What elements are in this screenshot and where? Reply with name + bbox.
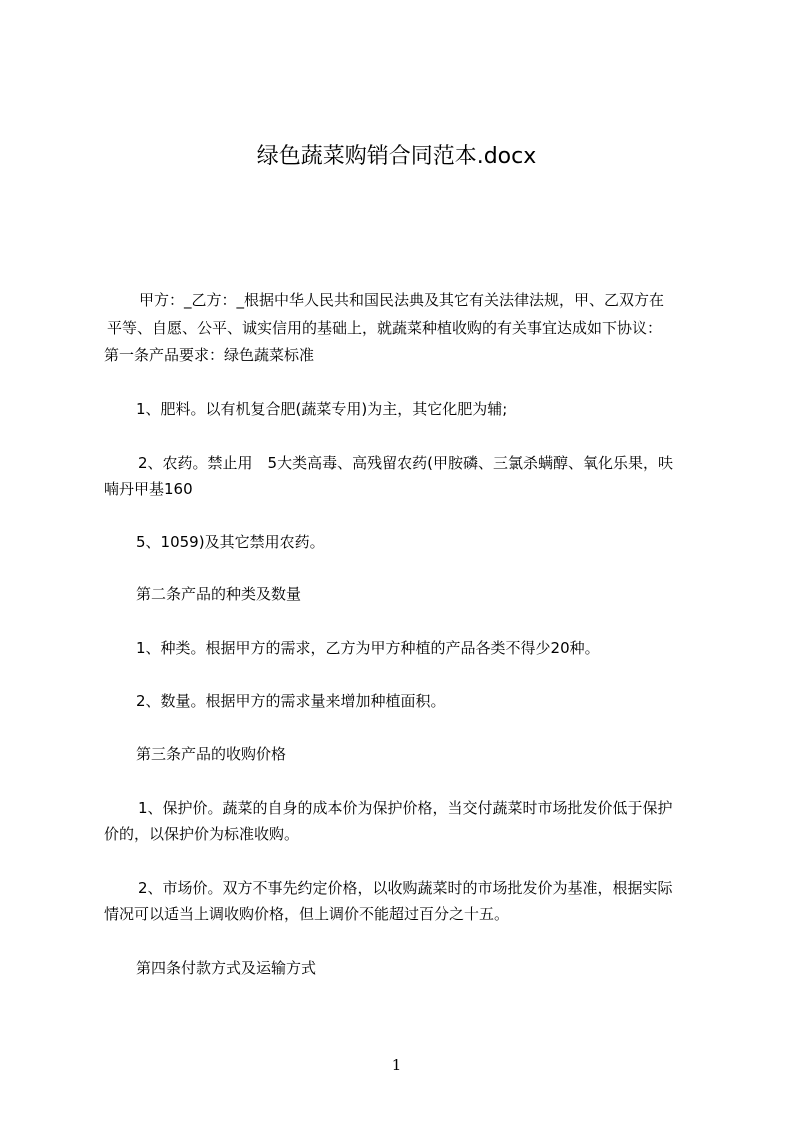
paragraph-line: 第一条产品要求：绿色蔬菜标准 (104, 346, 315, 364)
paragraph-line: 2、农药。禁止用 5大类高毒、高残留农药(甲胺磷、三氯杀螨醇、氧化乐果，呋 (138, 454, 673, 472)
paragraph-line: 情况可以适当上调收购价格，但上调价不能超过百分之十五。 (104, 905, 510, 923)
paragraph-line: 1、种类。根据甲方的需求，乙方为甲方种植的产品各类不得少20种。 (136, 639, 600, 657)
page-number: 1 (391, 1056, 402, 1074)
paragraph-line: 喃丹甲基160 (104, 480, 193, 498)
paragraph-line: 2、数量。根据甲方的需求量来增加种植面积。 (136, 692, 446, 710)
paragraph-line: 1、保护价。蔬菜的自身的成本价为保护价格，当交付蔬菜时市场批发价低于保护 (138, 799, 673, 817)
document-title: 绿色蔬菜购销合同范本.docx (256, 144, 537, 169)
section-heading: 第四条付款方式及运输方式 (136, 959, 317, 977)
paragraph-line: 价的，以保护价为标准收购。 (104, 825, 300, 843)
paragraph-line: 2、市场价。双方不事先约定价格，以收购蔬菜时的市场批发价为基准，根据实际 (138, 879, 673, 897)
paragraph-line: 1、肥料。以有机复合肥(蔬菜专用)为主，其它化肥为辅; (136, 400, 508, 418)
section-heading: 第二条产品的种类及数量 (136, 585, 302, 603)
paragraph-line: 甲方：_乙方：_根据中华人民共和国民法典及其它有关法律法规，甲、乙双方在 (139, 291, 665, 309)
section-heading: 第三条产品的收购价格 (136, 745, 287, 763)
paragraph-line: 平等、自愿、公平、诚实信用的基础上，就蔬菜种植收购的有关事宜达成如下协议： (107, 319, 663, 337)
paragraph-line: 5、1059)及其它禁用农药。 (136, 533, 325, 551)
